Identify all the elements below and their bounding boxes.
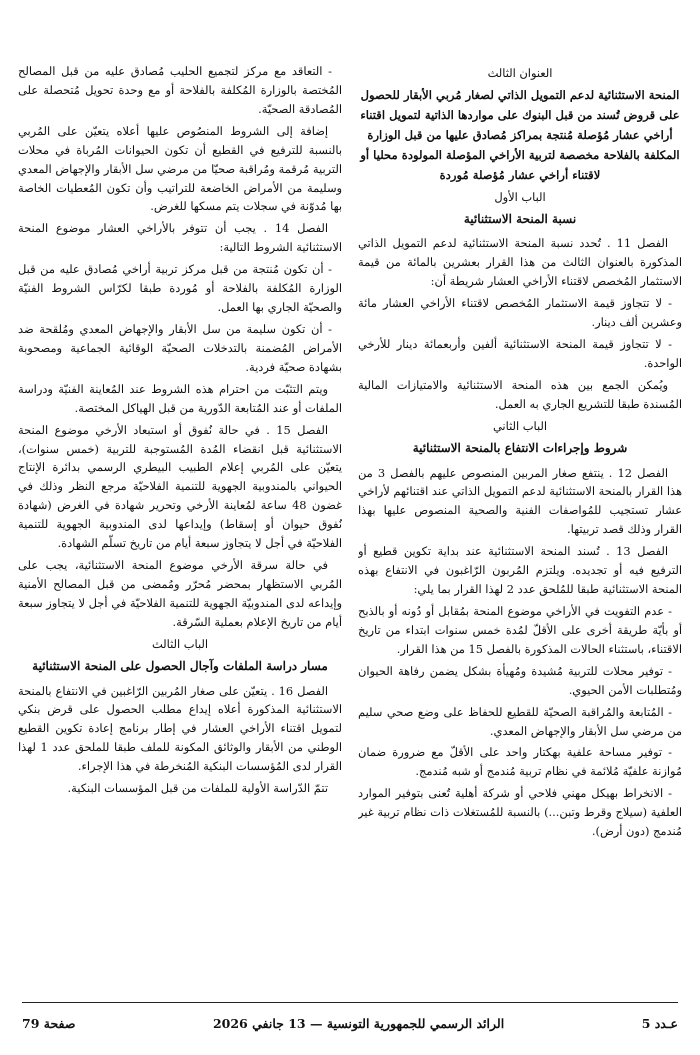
article-14: الفصل 14 . يجب أن تتوفر بالأراخي العشار موضوع المنحة الاستثنائية الشروط التالية: [18, 221, 342, 255]
article-16-closing: تتمّ الدّراسة الأولية للملفات من قبل المؤسسات البنكية. [67, 781, 328, 796]
journal-title-date: الرائد الرسمي للجمهورية التونسية — 13 جانفي 2026 [212, 1016, 505, 1031]
left-column [18, 62, 342, 1012]
chapter3-label: الباب الثالث [151, 636, 209, 651]
article-13-bullet-3: - المُتابعة والمُراقبة الصحيّة للقطيع للحفاظ على وضع صحي سليم من مرضي سل الأبقار والإجهاض المعدي. [358, 704, 682, 738]
article-14-bullet-2: - أن تكون سليمة من سل الأبقار والإجهاض المعدي ومُلقحة ضد الأمراض المُضمنة بالتدخلات الصحيّة الوقائية الجماعية ومصحوبة بشهادة صحيّة فردية. [18, 321, 342, 374]
article-13-bullet-1: - عدم التفويت في الأراخي موضوع المنحة بمُقابل أو دُونه أو بالذبح أو بأيّة طريقة أخرى على الأقلّ لمُدة خمس سنوات ابتداء من تاريخ الاقتناء، باستثناء الحالات المذكورة بالفصل 15 من هذا القرار. [358, 604, 682, 656]
article-16: الفصل 16 . يتعيّن على صغار المُربين الرّاغبين في الانتفاع بالمنحة الاستثنائية المذكورة أعلاه إيداع مطلب الحصول على قرض بنكي لتمويل اقتناء الأراخي العشار في إطار برنامج إعادة تكوين القطيع الوطني من الأبقار والوثائق المكونة للملف طبقا للملحق عدد 1 لهذا القرار لدى المُؤسسات البنكية المُنخرطة في هذا الإجراء. [18, 683, 342, 774]
title-heading-label: العنوان الثالث [487, 66, 553, 80]
article-13-bullet-2: - توفير محلات للتربية مُشيدة ومُهيأة بشكل يضمن رفاهة الحيوان ومُتطلبات الأمن الحيوي. [358, 663, 682, 697]
article-13-bullet-6: - التعاقد مع مركز لتجميع الحليب مُصادق عليه من قبل المصالح المُختصة بالوزارة المُكلفة بالفلاحة أو مع وحدة تحويل مُتحصلة على المُصادقة الصحيّة. [18, 64, 342, 116]
article-11: الفصل 11 . تُحدد نسبة المنحة الاستثنائية لدعم التمويل الذاتي المذكورة بالعنوان الثالث من هذا القرار بعشرين بالمائة من قيمة الاستثمار المُخصص لاقتناء الأراخي العشار شريطة أن: [358, 236, 682, 289]
article-12: الفصل 12 . ينتفع صغار المربين المنصوص عليهم بالفصل 3 من هذا القرار بالمنحة الاستثنائية لدعم التمويل الذاتي عند اقتنائهم لأراخي عشار تستجيب للمُواصفات الفنية والصحية المنصوص عليها بهذا القرار وذلك قصد تربيتها. [358, 465, 682, 537]
text-columns [18, 62, 682, 1012]
article-11-bullet-2: - لا تتجاوز قيمة المنحة الاستثنائية ألفين وأربعمائة دينار للأرخي الواحدة. [358, 337, 682, 370]
right-column [358, 62, 682, 1012]
article-14-closing: ويتم التثبّت من احترام هذه الشروط عند المُعاينة الفنيّة ودراسة الملفات أو عند المُتابعة الدّورية من قبل الهياكل المختصة. [18, 381, 342, 415]
article-11-bullet-1: - لا تتجاوز قيمة الاستثمار المُخصص لاقتناء الأراخي العشار مائة وعشرين ألف دينار. [358, 296, 682, 330]
article-15: الفصل 15 . في حالة نُفوق أو استبعاد الأرخي موضوع المنحة الاستثنائية قبل انقضاء المُدة المُستوجبة للتربية (خمس سنوات)، يتعيّن على المُربي إعلام الطبيب البيطري الرسمي بدائرة الإنتاج الحيواني بالمندوبية الجهوية للتنمية الفلاحيّة مرجع النظر وذلك في غضون 48 ساعة لمُعاينة الأرخي وتحرير شهادة في الغرض (شهادة نُفوق حيوان أو إسقاط) وإيداعها لدى المندوبية الجهوية للتنمية الفلاحيّة في أجل لا يتجاوز سبعة أيام من تاريخ تسلّم الشهادة. [18, 422, 342, 551]
page-footer [22, 1002, 678, 1031]
chapter3-title: مسار دراسة الملفات وآجال الحصول على المنحة الاستثنائية [32, 658, 328, 673]
issue-number: عـدد 5 [641, 1016, 678, 1031]
chapter1-title: نسبة المنحة الاستثنائية [463, 211, 577, 226]
article-13-bullet-4: - توفير مساحة علفية بهكتار واحد على الأقلّ مع ضرورة ضمان مُوازنة علفيّة مُلائمة في نظام تربية مُندمج أو شبه مُندمج. [358, 745, 682, 779]
chapter1-label: الباب الأول [494, 189, 546, 204]
theft-paragraph: في حالة سرقة الأرخي موضوع المنحة الاستثنائية، يجب على المُربي الاستظهار بمحضر مُحرّر ومُمضى من قبل المصالح الأمنية وإيداعه لدى المندوبيّة الجهوية للتنمية الفلاحيّة في أجل لا يتجاوز سبعة أيام من تاريخ الإعلام بعملية السّرقة. [18, 558, 342, 629]
article-14-bullet-1: - أن تكون مُنتجة من قبل مركز تربية أراخي مُصادق عليه من قبل الوزارة المُكلفة بالفلاحة أو مُوردة طبقا لكرّاس الشروط الفنيّة والصحيّة الجاري بها العمل. [18, 262, 342, 315]
article-13-bullet-5: - الانخراط بهيكل مهني فلاحي أو شركة أهلية تُعنى بتوفير الموارد العلفية (سيلاج وقرط وتبن...) بالنسبة للمُستغلات ذات نظام تربية غير مُندمج (دون أرض). [358, 786, 682, 839]
additional-conditions: إضافة إلى الشروط المنصُوص عليها أعلاه يتعيّن على المُربي بالنسبة للترفيع في القطيع أن تكون الحيوانات المُرباة في محلات التربية مُرقمة ومُراقبة صحيّا من مرضي سل الأبقار والإجهاض المعدي وسليمة من الأمراض الخاضعة للتراتيب وأن تكون المُعطيات الخاصة بها مُدوّنة في سجلات يتم مسكها للغرض. [18, 123, 342, 214]
chapter2-label: الباب الثاني [492, 418, 548, 433]
title-heading: المنحة الاستثنائية لدعم التمويل الذاتي لصغار مُربي الأبقار للحصول على قروض تُسند من قبل البنوك على مواردها الذاتية لتمويل اقتناء أراخي عشار مُؤصلة مُنتجة بمراكز مُصادق عليها من قبل الوزارة المكلفة بالفلاحة مخصصة لتربية الأراخي المؤصلة المولودة محليا أو لاقتناء أراخي عشار مُؤصلة مُوردة [360, 87, 680, 182]
article-13: الفصل 13 . تُسند المنحة الاستثنائية عند بداية تكوين قطيع أو الترفيع فيه أو تجديده. ويلتزم المُربون الرّاغبون في الانتفاع بهذه المنحة الاستثنائية طبقا للمُلحق عدد 2 لهذا القرار بما يلي: [358, 544, 682, 597]
page-number: صفحة 79 [22, 1016, 76, 1031]
chapter2-title: شروط وإجراءات الانتفاع بالمنحة الاستثنائية [412, 440, 628, 455]
article-11-closing: ويُمكن الجمع بين هذه المنحة الاستثنائية والامتيازات المالية المُسندة طبقا للتشريع الجاري به العمل. [358, 377, 682, 411]
